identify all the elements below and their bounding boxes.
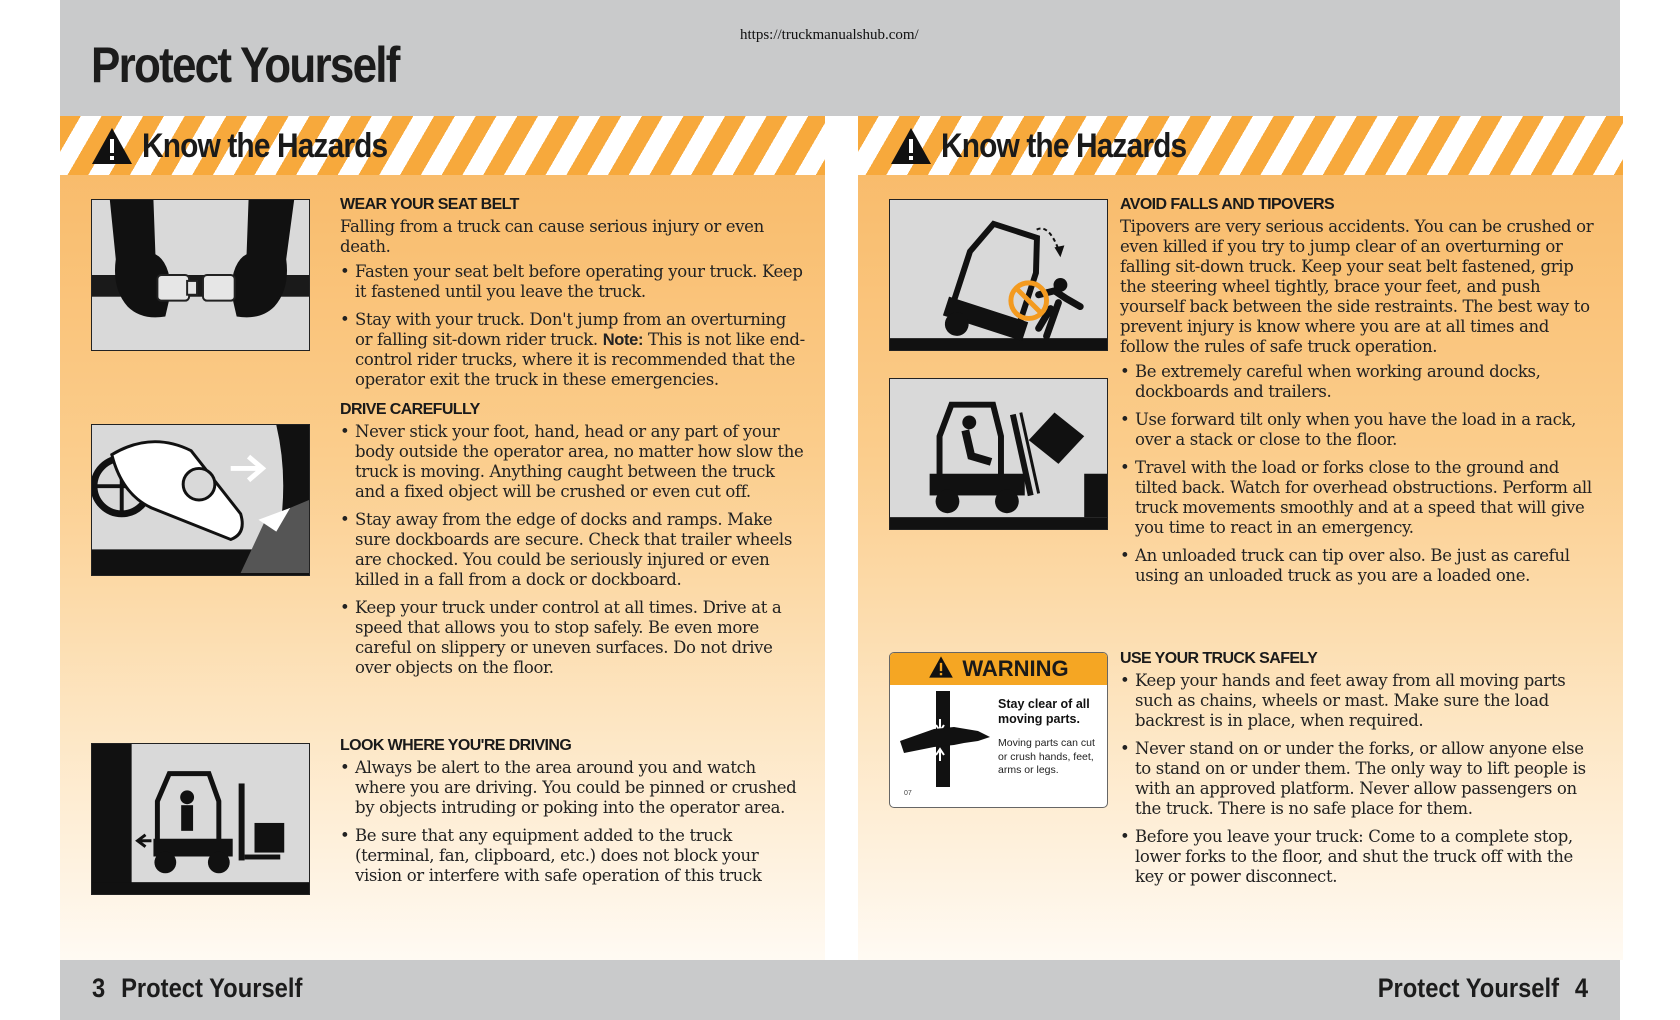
banner-title: Know the Hazards bbox=[90, 126, 421, 166]
section-heading: AVOID FALLS AND TIPOVERS bbox=[1120, 196, 1335, 213]
section-heading: DRIVE CAREFULLY bbox=[340, 401, 480, 418]
note-label: Note: bbox=[602, 331, 644, 349]
footer-band bbox=[60, 960, 1620, 1020]
section-look-where-driving bbox=[340, 737, 805, 894]
section-heading: LOOK WHERE YOU'RE DRIVING bbox=[340, 737, 572, 754]
bullet-item: • Keep your truck under control at all times. Drive at a speed that allows you to stop safely. Be even more careful on slippery or uneven surfaces. Do not drive over objects on the floor. bbox=[340, 598, 805, 678]
seatbelt-illustration bbox=[91, 199, 310, 351]
right-page bbox=[858, 116, 1623, 960]
section-seat-belt bbox=[340, 196, 805, 398]
warning-sign-header bbox=[890, 653, 1107, 685]
bullet-item: • Stay away from the edge of docks and ramps. Make sure dockboards are secure. Check that trailer wheels are chocked. You could be seriously injured or even killed in a fall from a dock or dockboard. bbox=[340, 510, 805, 590]
bullet-item-with-note: • Stay with your truck. Don't jump from an overturning or falling sit-down rider truck. Note: This is not like end-control rider trucks, where it is recommended that the operator exit the truck in these emergencies. bbox=[340, 310, 805, 390]
section-falls-tipovers bbox=[1120, 196, 1600, 594]
bullet-item: • Be extremely careful when working around docks, dockboards and trailers. bbox=[1120, 362, 1600, 402]
section-drive-carefully bbox=[340, 401, 805, 686]
tipover-illustration bbox=[889, 199, 1108, 351]
warning-label: WARNING bbox=[962, 656, 1069, 681]
moving-parts-pictogram bbox=[894, 689, 994, 789]
limb-hazard-illustration bbox=[91, 424, 310, 576]
section-intro: Tipovers are very serious accidents. You can be crushed or even killed if you try to jump clear of an overturning or falling sit-down truck. Keep your seat belt fastened, grip the steering wheel tightly, brace your feet, and push yourself back between the side restraints. The best way to prevent injury is know where you are at all times and follow the rules of safe truck operation. bbox=[1120, 217, 1594, 356]
section-use-truck-safely bbox=[1120, 650, 1600, 895]
manual-spread bbox=[60, 0, 1620, 1020]
bullet-item: • Be sure that any equipment added to the truck (terminal, fan, clipboard, etc.) does not block your vision or interfere with safe operation of this truck bbox=[340, 826, 805, 886]
section-heading: WEAR YOUR SEAT BELT bbox=[340, 196, 519, 213]
warning-triangle-icon bbox=[889, 126, 933, 166]
footer-right-title: Protect Yourself bbox=[1377, 973, 1559, 1003]
warning-sign bbox=[889, 652, 1108, 808]
bullet-item: • Use forward tilt only when you have the load in a rack, over a stack or close to the floor. bbox=[1120, 410, 1600, 450]
footer-left-title: Protect Yourself bbox=[121, 973, 303, 1003]
bullet-item: • Keep your hands and feet away from all moving parts such as chains, wheels or mast. Make sure the load backrest is in place, when required. bbox=[1120, 671, 1600, 731]
bullet-item: • Travel with the load or forks close to the ground and tilted back. Watch for overhead obstructions. Perform all truck movements smoothly and at a speed that will give you time to react in an emergency. bbox=[1120, 458, 1600, 538]
section-intro: Falling from a truck can cause serious injury or even death. bbox=[340, 217, 764, 256]
left-page bbox=[60, 116, 825, 960]
bullet-item: • Never stand on or under the forks, or allow anyone else to stand on or under them. The only way to lift people is with an approved platform. Never allow passengers on the truck. There is no safe place for them. bbox=[1120, 739, 1600, 819]
bullet-item: • An unloaded truck can tip over also. Be just as careful using an unloaded truck as you are a loaded one. bbox=[1120, 546, 1600, 586]
banner-title: Know the Hazards bbox=[889, 126, 1220, 166]
warning-code: 07 bbox=[904, 790, 912, 797]
look-driving-illustration bbox=[91, 743, 310, 895]
forward-tilt-illustration bbox=[889, 378, 1108, 530]
source-url[interactable]: https://truckmanualshub.com/ bbox=[740, 27, 919, 43]
bullet-item: • Before you leave your truck: Come to a complete stop, lower forks to the floor, and shut the truck off with the key or power disconnect. bbox=[1120, 827, 1600, 887]
page-number-left: 3 bbox=[92, 973, 106, 1003]
bullet-item: • Fasten your seat belt before operating your truck. Keep it fastened until you leave the truck. bbox=[340, 262, 805, 302]
warning-triangle-icon bbox=[90, 126, 134, 166]
footer-right bbox=[1378, 973, 1588, 1004]
warning-triangle-icon bbox=[928, 655, 954, 684]
footer-left bbox=[92, 973, 302, 1004]
note-text: This is not like end-control rider trucks, where it is recommended that the operator exit the truck in these emergencies. bbox=[355, 330, 805, 389]
section-heading: USE YOUR TRUCK SAFELY bbox=[1120, 650, 1318, 667]
warning-headline: Stay clear of all moving parts. bbox=[998, 697, 1090, 726]
page-number-right: 4 bbox=[1574, 973, 1588, 1003]
bullet-item: • Never stick your foot, hand, head or any part of your body outside the operator area, no matter how slow the truck is moving. Anything caught between the truck and a fixed object will be crushed or even cut off. bbox=[340, 422, 805, 502]
page-title: Protect Yourself bbox=[91, 37, 399, 93]
header-band bbox=[60, 0, 1620, 116]
bullet-item: • Always be alert to the area around you and watch where you are driving. You could be pinned or crushed by objects intruding or poking into the operator area. bbox=[340, 758, 805, 818]
warning-detail: Moving parts can cut or crush hands, feet, arms or legs. bbox=[998, 737, 1095, 776]
